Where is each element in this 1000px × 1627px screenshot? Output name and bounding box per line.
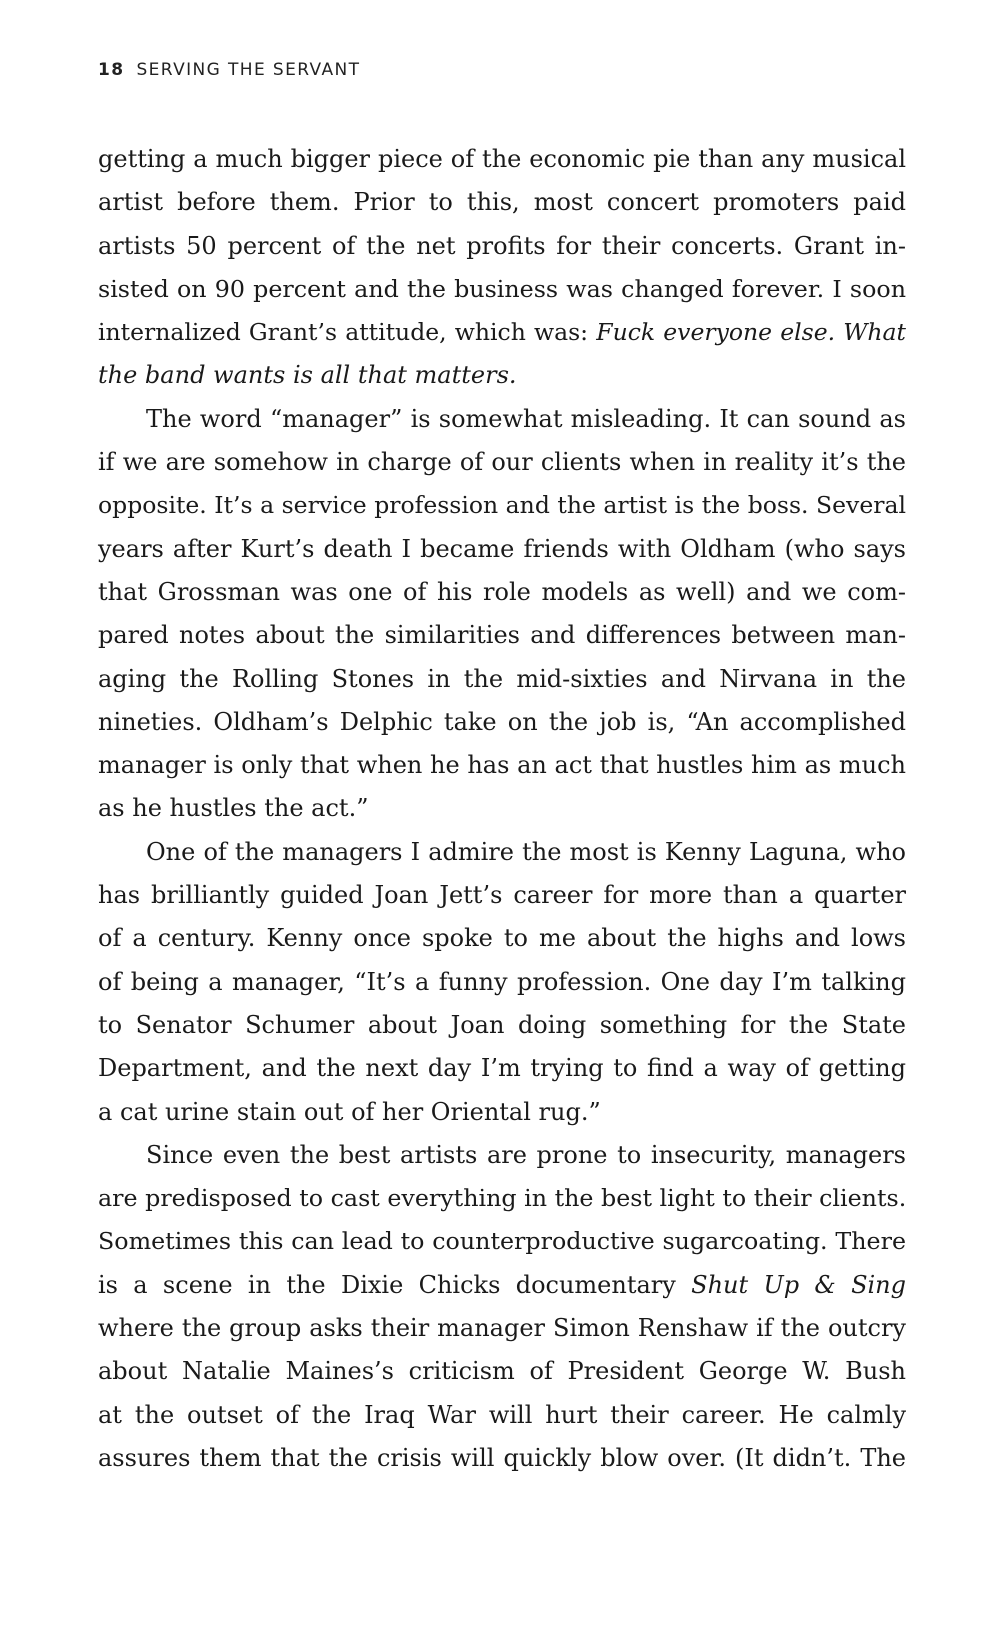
paragraph-2: [98, 398, 906, 831]
text-line: at the outset of the Iraq War will hurt their career. He calmly: [98, 1400, 906, 1429]
italic-quote: the band wants is all that matters.: [98, 361, 517, 390]
text-line: of being a manager, “It’s a funny profession. One day I’m talking: [98, 967, 906, 996]
running-head: [98, 60, 360, 80]
paragraph-3: [98, 831, 906, 1134]
text-line: that Grossman was one of his role models as well) and we com-: [98, 577, 906, 606]
text-line: Sometimes this can lead to counterproductive sugarcoating. There: [98, 1227, 906, 1256]
text-line: [98, 1264, 906, 1307]
text-line: sisted on 90 percent and the business was changed forever. I soon: [98, 274, 906, 303]
text-line: about Natalie Maines’s criticism of President George W. Bush: [98, 1357, 906, 1386]
text-line: [98, 354, 906, 397]
film-title: Shut Up & Sing: [691, 1270, 907, 1299]
text-line: The word “manager” is somewhat misleading. It can sound as: [146, 404, 906, 433]
text-line: getting a much bigger piece of the economic pie than any musical: [98, 145, 906, 173]
text-line: as he hustles the act.”: [98, 794, 369, 823]
text-line: years after Kurt’s death I became friends with Oldham (who says: [98, 534, 906, 563]
text-line: to Senator Schumer about Joan doing something for the State: [98, 1010, 906, 1039]
page-number: 18: [98, 60, 125, 80]
text-line: assures them that the crisis will quickly blow over. (It didn’t. The: [98, 1443, 906, 1472]
italic-quote: Fuck everyone else. What: [596, 318, 906, 347]
text-line: One of the managers I admire the most is Kenny Laguna, who: [146, 837, 906, 866]
paragraph-1: [98, 138, 906, 398]
text-line: artist before them. Prior to this, most concert promoters paid: [98, 188, 906, 217]
paragraph-4: [98, 1134, 906, 1480]
text-line: where the group asks their manager Simon Renshaw if the outcry: [98, 1314, 906, 1343]
text-line: manager is only that when he has an act that hustles him as much: [98, 751, 906, 780]
text-line: are predisposed to cast everything in the best light to their clients.: [98, 1184, 907, 1213]
text-line: nineties. Oldham’s Delphic take on the job is, “An accomplished: [98, 707, 906, 736]
text-run: is a scene in the Dixie Chicks documentary: [98, 1270, 692, 1299]
book-title: SERVING THE SERVANT: [136, 60, 361, 80]
text-line: Since even the best artists are prone to insecurity, managers: [146, 1140, 906, 1169]
text-line: has brilliantly guided Joan Jett’s career for more than a quarter: [98, 881, 906, 910]
text-line: [98, 311, 906, 354]
text-line: of a century. Kenny once spoke to me about the highs and lows: [98, 924, 906, 953]
text-line: artists 50 percent of the net profits for their concerts. Grant in-: [98, 231, 906, 260]
text-line: aging the Rolling Stones in the mid-sixties and Nirvana in the: [98, 664, 906, 693]
text-line: opposite. It’s a service profession and the artist is the boss. Several: [98, 491, 906, 520]
text-line: pared notes about the similarities and differences between man-: [98, 621, 906, 650]
text-run: internalized Grant’s attitude, which was:: [98, 318, 597, 347]
body-text: [98, 138, 906, 1480]
text-line: a cat urine stain out of her Oriental rug.”: [98, 1097, 601, 1126]
text-line: if we are somehow in charge of our clients when in reality it’s the: [98, 448, 906, 477]
text-line: Department, and the next day I’m trying to find a way of getting: [98, 1054, 906, 1083]
